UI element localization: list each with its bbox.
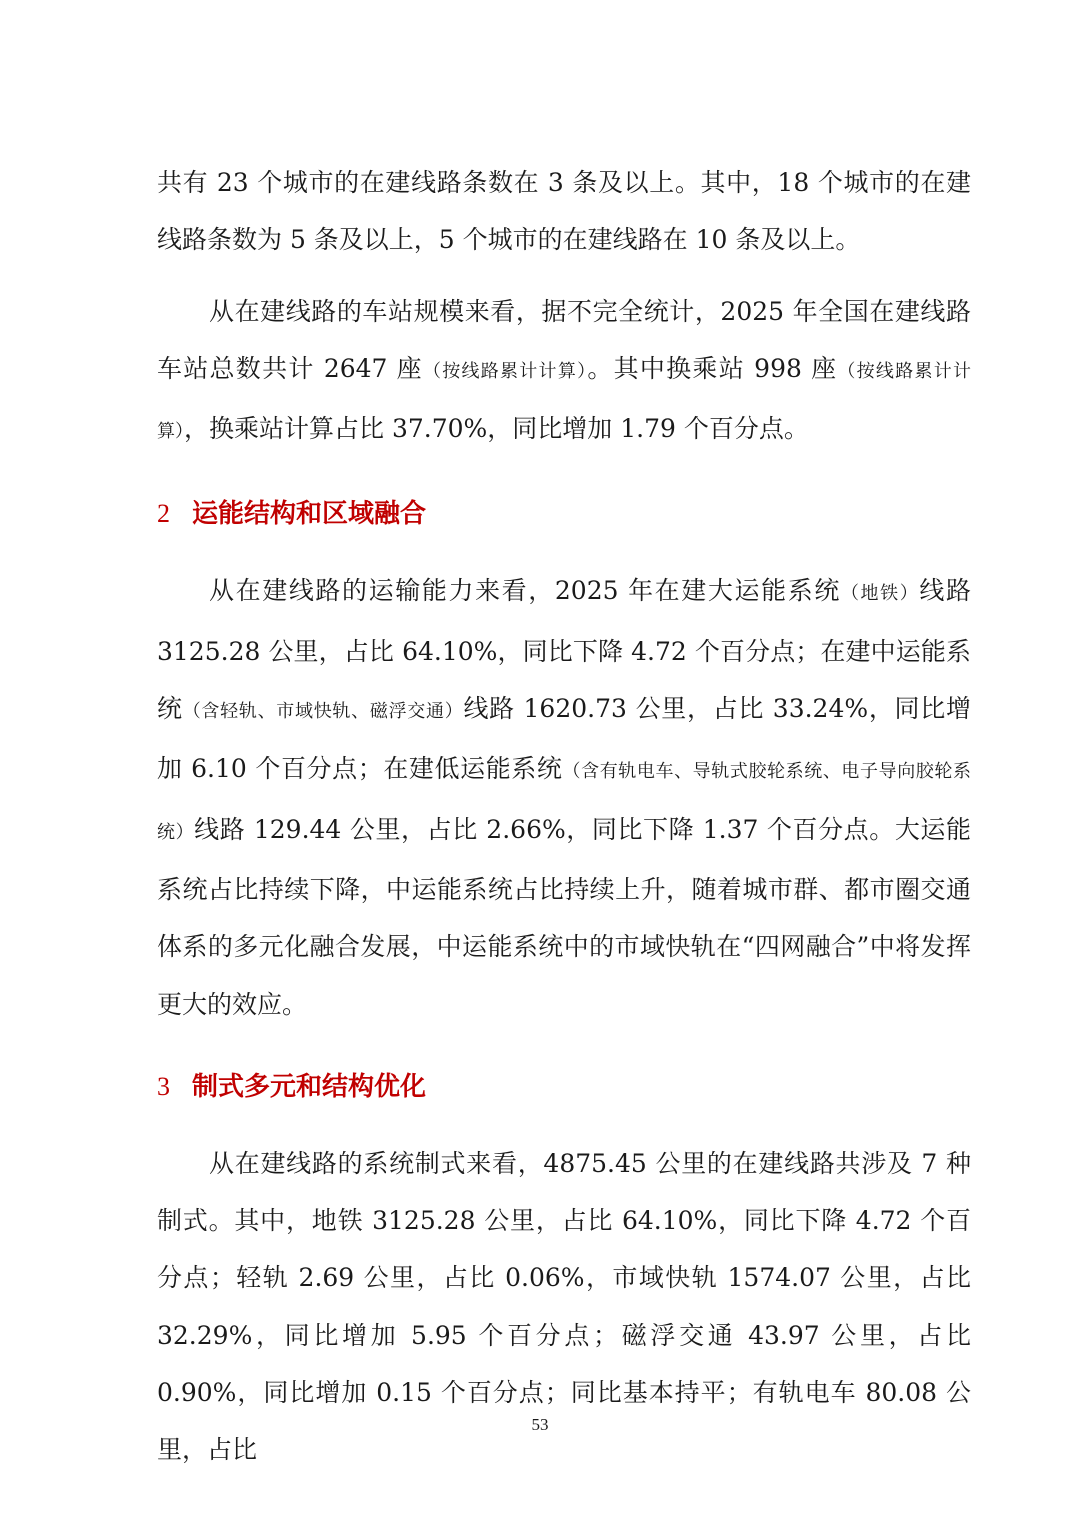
parenthetical-note: （按线路累计计算） bbox=[157, 360, 971, 443]
section-heading-2 bbox=[157, 486, 971, 542]
page-content bbox=[157, 154, 971, 1479]
paragraph-text: 。其中换乘站 998 座 bbox=[587, 353, 838, 383]
paragraph-text: 从在建线路的车站规模来看，据不完全统计，2025 年全国在建线路车站总数共计 2647 座 bbox=[157, 296, 971, 383]
paragraph-city-lines bbox=[157, 154, 971, 269]
paragraph-text: 线路 1620.73 公里，占比 33.24%，同比增加 6.10 个百分点；在建低运能系统 bbox=[157, 694, 971, 784]
paragraph-text: 线路 129.44 公里，占比 2.66%，同比下降 1.37 个百分点。大运能系统占比持续下降，中运能系统占比持续上升，随着城市群、都市圈交通体系的多元化融合发展，中运能系统中的市域快轨在“四网融合”中将发挥更大的效应。 bbox=[157, 814, 972, 1019]
paragraph-text: 共有 23 个城市的在建线路条数在 3 条及以上。其中，18 个城市的在建线路条数为 5 条及以上，5 个城市的在建线路在 10 条及以上。 bbox=[157, 168, 971, 255]
parenthetical-note: （地铁） bbox=[840, 583, 920, 605]
page-number: 53 bbox=[531, 1415, 549, 1434]
parenthetical-note: （含轻轨、市域快轨、磁浮交通） bbox=[182, 701, 464, 723]
paragraph-text: 从在建线路的运输能力来看，2025 年在建大运能系统 bbox=[209, 576, 841, 606]
section-number: 2 bbox=[157, 499, 170, 529]
parenthetical-note: （按线路累计计算） bbox=[422, 360, 588, 382]
section-title: 运能结构和区域融合 bbox=[192, 499, 427, 530]
paragraph-station-scale bbox=[157, 283, 971, 461]
paragraph-text: ，换乘站计算占比 37.70%，同比增加 1.79 个百分点。 bbox=[184, 414, 809, 444]
paragraph-text: 线路 3125.28 公里，占比 64.10%，同比下降 4.72 个百分点；在建中运能系统 bbox=[157, 576, 971, 724]
parenthetical-note: （含有轨电车、导轨式胶轮系统、电子导向胶轮系统） bbox=[157, 761, 972, 843]
paragraph-text: 从在建线路的系统制式来看，4875.45 公里的在建线路共涉及 7 种制式。其中，地铁 3125.28 公里，占比 64.10%，同比下降 4.72 个百分点；轻轨 2.69 公里，占比 0.06%，市域快轨 1574.07 公里，占比 32.29%，同比增加 5.95 个百分点；磁浮交通 43.97 公里，占比 0.90%，同比增加 0.15 个百分点；同比基本持平；有轨电车 80.08 公里，占比 bbox=[157, 1148, 971, 1465]
paragraph-capacity-structure bbox=[157, 562, 971, 1032]
section-number: 3 bbox=[157, 1071, 170, 1101]
section-heading-3 bbox=[157, 1059, 971, 1115]
section-title: 制式多元和结构优化 bbox=[192, 1071, 427, 1102]
